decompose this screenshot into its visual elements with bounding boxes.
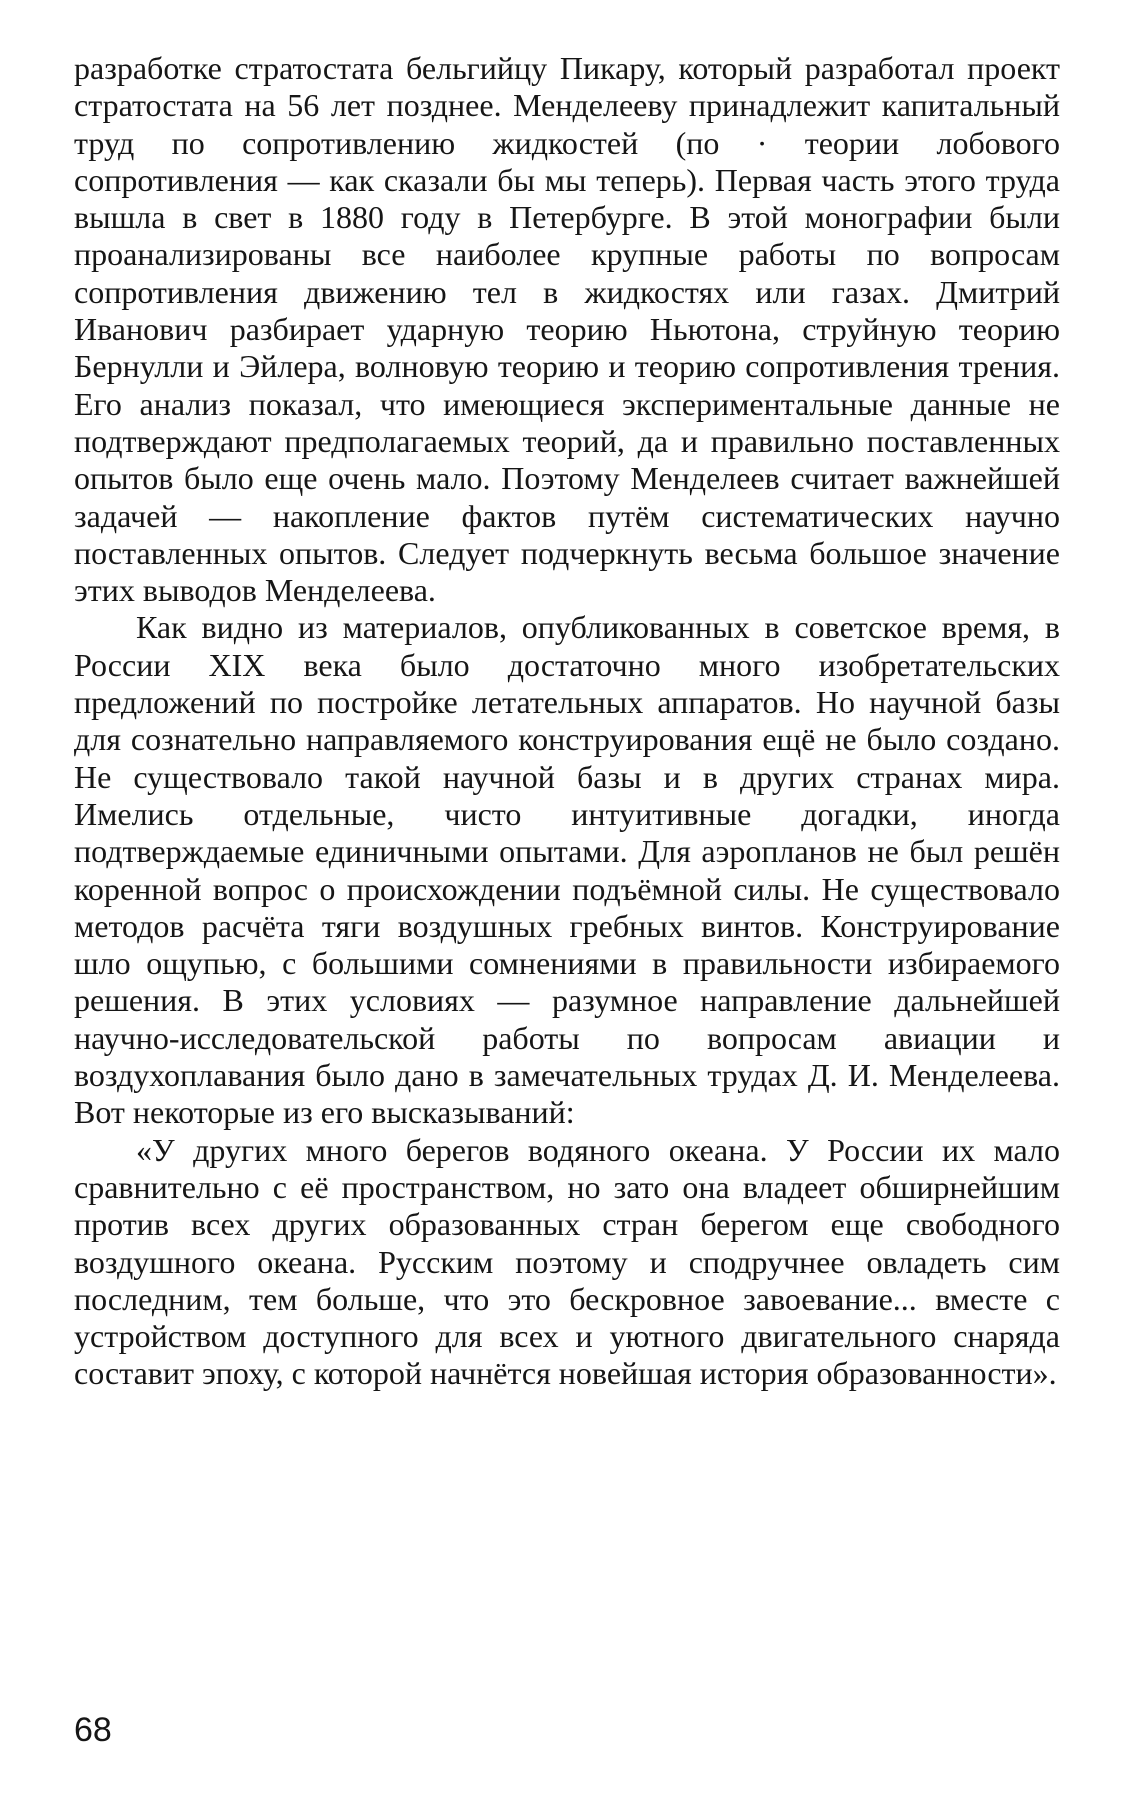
quote-paragraph: «У других много берегов водяного океана. У России их мало сравнительно с её пространством, но зато она владеет обширнейшим против всех других образованных стран берегом еще свободного воздушного океана. Русским поэтому и сподручнее овладеть сим последним, тем больше, что это бескровное завоевание... вместе с устройством доступного для всех и уютного двигательного снаряда составит эпоху, с которой начнётся новейшая история образованности».	[74, 1131, 1060, 1392]
paragraph-continuation: разработке стратостата бельгийцу Пикару, который разработал проект стратостата на 56 лет позднее. Менделееву принадлежит капитальный труд по сопротивлению жидкостей (по · теории лобового сопротивления — как сказали бы мы теперь). Первая часть этого труда вышла в свет в 1880 году в Петербурге. В этой монографии были проанализированы все наиболее крупные работы по вопросам сопротивления движению тел в жидкостях или газах. Дмитрий Иванович разбирает ударную теорию Ньютона, струйную теорию Бернулли и Эйлера, волновую теорию и теорию сопротивления трения. Его анализ показал, что имеющиеся экспериментальные данные не подтверждают предполагаемых теорий, да и правильно поставленных опытов было еще очень мало. Поэтому Менделеев считает важнейшей задачей — накопление фактов путём систематических научно поставленных опытов. Следует подчеркнуть весьма большое значение этих выводов Менделеева.	[74, 50, 1060, 609]
paragraph-inventions: Как видно из материалов, опубликованных в советское время, в России XIX века было достаточно много изобретательских предложений по постройке летательных аппаратов. Но научной базы для сознательно направляемого конструирования ещё не было создано. Не существовало такой научной базы и в других странах мира. Имелись отдельные, чисто интуитивные догадки, иногда подтверждаемые единичными опытами. Для аэропланов не был решён коренной вопрос о происхождении подъёмной силы. Не существовало методов расчёта тяги воздушных гребных винтов. Конструирование шло ощупью, с большими сомнениями в правильности избираемого решения. В этих условиях — разумное направление дальнейшей научно-исследовательской работы по вопросам авиации и воздухоплавания было дано в замечательных трудах Д. И. Менделеева. Вот некоторые из его высказываний:	[74, 609, 1060, 1131]
page-text	[74, 50, 1060, 1393]
page-number: 68	[74, 1711, 112, 1749]
